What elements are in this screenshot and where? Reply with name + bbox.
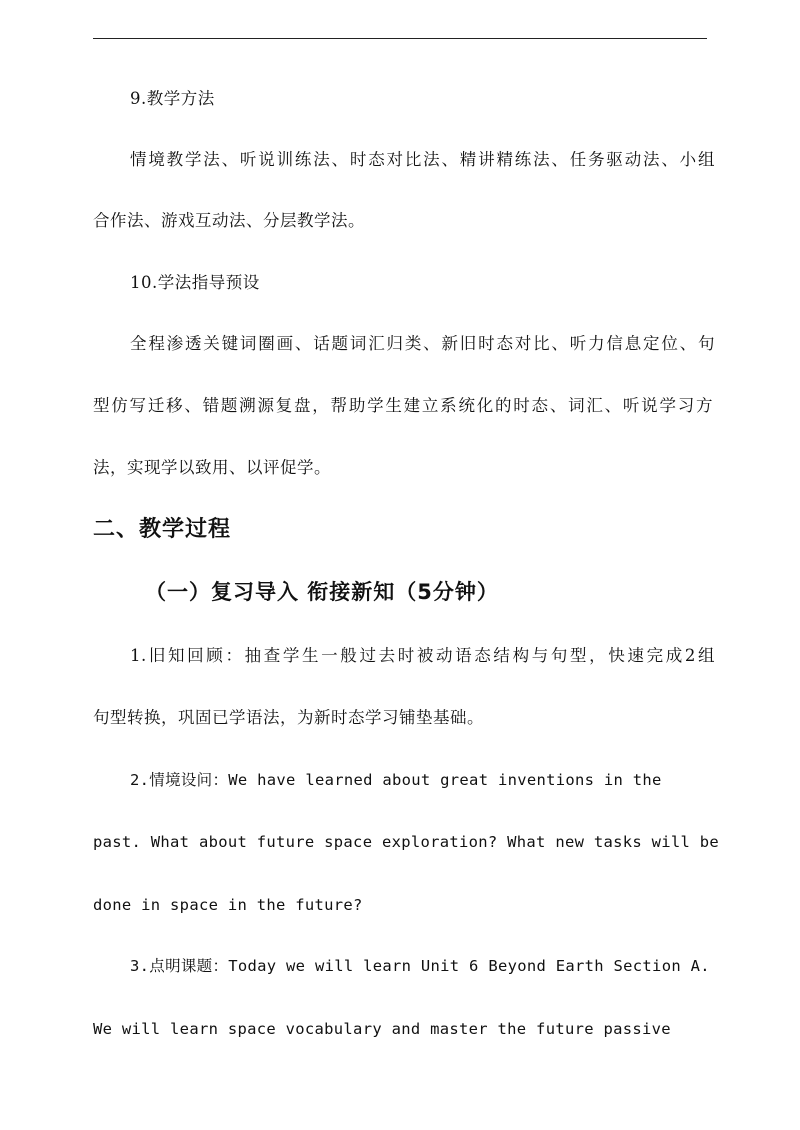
item10-heading: 10.学法指导预设 [130,273,260,292]
step1-line1: 1.旧知回顾：抽查学生一般过去时被动语态结构与句型，快速完成2组 [130,646,715,665]
item10-line1: 全程渗透关键词圈画、话题词汇归类、新旧时态对比、听力信息定位、句 [130,334,715,353]
item9-heading: 9.教学方法 [130,89,215,108]
item9-line2: 合作法、游戏互动法、分层教学法。 [93,211,365,230]
step3-line2: We will learn space vocabulary and master the future passive [93,1020,671,1038]
section2-heading: 二、教学过程 [93,517,232,542]
item10-line2: 型仿写迁移、错题溯源复盘，帮助学生建立系统化的时态、词汇、听说学习方 [93,396,713,415]
item10-line3: 法，实现学以致用、以评促学。 [93,458,331,477]
step3-line1: 3.点明课题：Today we will learn Unit 6 Beyond Earth Section A. [130,957,710,975]
item9-line1: 情境教学法、听说训练法、时态对比法、精讲精练法、任务驱动法、小组 [130,150,715,169]
step2-line2: past. What about future space exploration? What new tasks will be [93,833,720,851]
subsection1-heading: （一）复习导入 衔接新知（5分钟） [145,580,499,604]
header-rule [93,38,707,39]
step2-line3: done in space in the future? [93,896,363,914]
step1-line2: 句型转换，巩固已学语法，为新时态学习铺垫基础。 [93,708,484,727]
step2-line1: 2.情境设问：We have learned about great inventions in the [130,771,662,789]
